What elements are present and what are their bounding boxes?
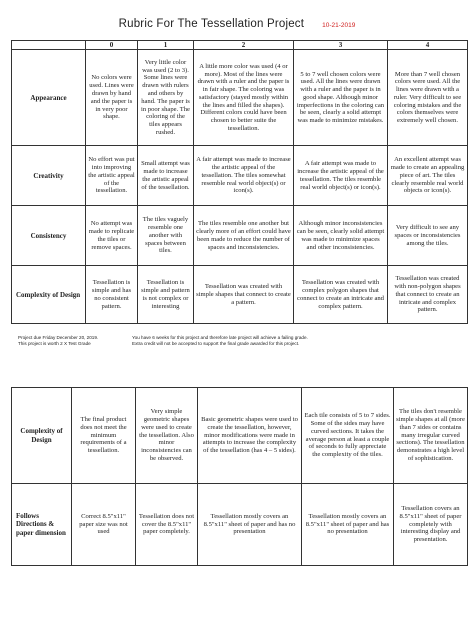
row-category: Consistency: [12, 206, 86, 266]
due-date-note: Project due Friday December 20, 2019.: [18, 335, 99, 340]
rubric-cell: No effort was put into improving the artistic appeal of the tessellation.: [86, 146, 138, 206]
row-category: Follows Directions & paper dimension: [12, 484, 72, 566]
rubric-table-2: [11, 387, 468, 566]
document-title: [0, 14, 474, 32]
rubric-cell: Tessellation mostly covers an 8.5"x11" sheet of paper and has no presentation: [198, 484, 302, 566]
table-row: [12, 206, 468, 266]
table-row: [12, 266, 468, 324]
table-row: [12, 484, 468, 566]
rubric-cell: Tessellation mostly covers an 8.5"x11" sheet of paper and has no presentation: [302, 484, 394, 566]
rubric-cell: 5 to 7 well chosen colors were used. All the lines were drawn with a ruler and the paper is in good shape. Although minor imperfections in the coloring can be seen, clearly a solid attempt was made to minimize mistakes.: [294, 50, 388, 146]
title-date: 10-21-2019: [322, 22, 356, 29]
rubric-cell: The tiles don't resemble simple shapes at all (more than 7 sides or contains many irregular curved sections). The tessellation demonstrates a high level of sophistication.: [394, 388, 468, 484]
rubric-cell: Very simple geometric shapes were used to create the tessellation. Also minor inconsistencies can be observed.: [136, 388, 198, 484]
rubric-table-1: [11, 40, 468, 324]
row-category: Creativity: [12, 146, 86, 206]
rubric-cell: Tessellation is simple and pattern is not complex or interesting: [138, 266, 194, 324]
header-cell: 3: [294, 41, 388, 50]
header-cell: 2: [194, 41, 294, 50]
rubric-cell: No attempt was made to replicate the tiles or remove spaces.: [86, 206, 138, 266]
rubric-cell: Small attempt was made to increase the artistic appeal of the tessellation.: [138, 146, 194, 206]
rubric-cell: A fair attempt was made to increase the artistic appeal of the tessellation. The tiles somewhat resemble real world object(s) or icon(s).: [194, 146, 294, 206]
header-row: [12, 41, 468, 50]
rubric-cell: Tessellation does not cover the 8.5"x11" paper completely.: [136, 484, 198, 566]
rubric-cell: More than 7 well chosen colors were used. All the lines were drawn with a ruler. Very difficult to see coloring mistakes and the colors themselves were extremely well chosen.: [388, 50, 468, 146]
rubric-cell: A fair attempt was made to increase the artistic appeal of the tessellation. The tiles resemble real world object(s) or icon(s).: [294, 146, 388, 206]
header-cell: 0: [86, 41, 138, 50]
rubric-cell: Tessellation is simple and has no consistent pattern.: [86, 266, 138, 324]
row-category: Appearance: [12, 50, 86, 146]
title-text: Rubric For The Tessellation Project: [118, 18, 305, 30]
rubric-cell: Each tile consists of 5 to 7 sides. Some of the sides may have curved sections. It takes the average person at least a couple of seconds to fully appreciate the complexity of the tiles.: [302, 388, 394, 484]
rubric-cell: Very difficult to see any spaces or inconsistencies among the tiles.: [388, 206, 468, 266]
rubric-cell: Tessellation was created with simple shapes that connect to create a pattern.: [194, 266, 294, 324]
row-category: Complexity of Design: [12, 266, 86, 324]
rubric-cell: Tessellation was created with non-polygon shapes that connect to create an intricate and complex pattern.: [388, 266, 468, 324]
extra-credit-note: Extra credit will not be accepted to support the final grade awarded for this project.: [132, 340, 300, 346]
rubric-cell: Tessellation was created with complex polygon shapes that connect to create an intricate and complex pattern.: [294, 266, 388, 324]
project-notes: [18, 335, 458, 347]
rubric-cell: The tiles vaguely resemble one another with spaces between tiles.: [138, 206, 194, 266]
rubric-cell: No colors were used. Lines were drawn by hand and the paper is in very poor shape.: [86, 50, 138, 146]
rubric-cell: Although minor inconsistencies can be seen, clearly solid attempt was made to minimize spaces and other inconsistencies.: [294, 206, 388, 266]
table-row: [12, 388, 468, 484]
header-cell: 4: [388, 41, 468, 50]
rubric-cell: A little more color was used (4 or more). Most of the lines were drawn with a ruler and the paper is in fair shape. The coloring was satisfactory (stayed mostly within the lines and filled the shapes). Different colors could have been chosen to better suite the tessellation.: [194, 50, 294, 146]
rubric-cell: The final product does not meet the minimum requirements of a tessellation.: [72, 388, 136, 484]
rubric-cell: An excellent attempt was made to create an appealing piece of art. The tiles clearly resemble real world objects or icon(s).: [388, 146, 468, 206]
time-allowed-note: You have 6 weeks for this project and therefore late project will achieve a failing grade.: [132, 335, 308, 340]
rubric-cell: Very little color was used (2 to 3). Some lines were drawn with rulers and others by hand. The paper is in poor shape. The coloring of the tiles appears rushed.: [138, 50, 194, 146]
header-cell: 1: [138, 41, 194, 50]
header-cell: [12, 41, 86, 50]
rubric-cell: Basic geometric shapes were used to create the tessellation, however, minor modifications were made in attempts to increase the complexity of the tessellation (has 4 – 5 sides).: [198, 388, 302, 484]
table-row: [12, 146, 468, 206]
row-category: Complexity of Design: [12, 388, 72, 484]
table-row: [12, 50, 468, 146]
rubric-cell: Correct 8.5"x11" paper size was not used: [72, 484, 136, 566]
rubric-cell: The tiles resemble one another but clearly more of an effort could have been made to reduce the number of spaces and inconsistencies.: [194, 206, 294, 266]
grade-weight-note: This project is worth 2 X Test Grade: [18, 340, 91, 346]
rubric-cell: Tessellation covers an 8.5"x11" sheet of paper completely with interesting display and presentation.: [394, 484, 468, 566]
